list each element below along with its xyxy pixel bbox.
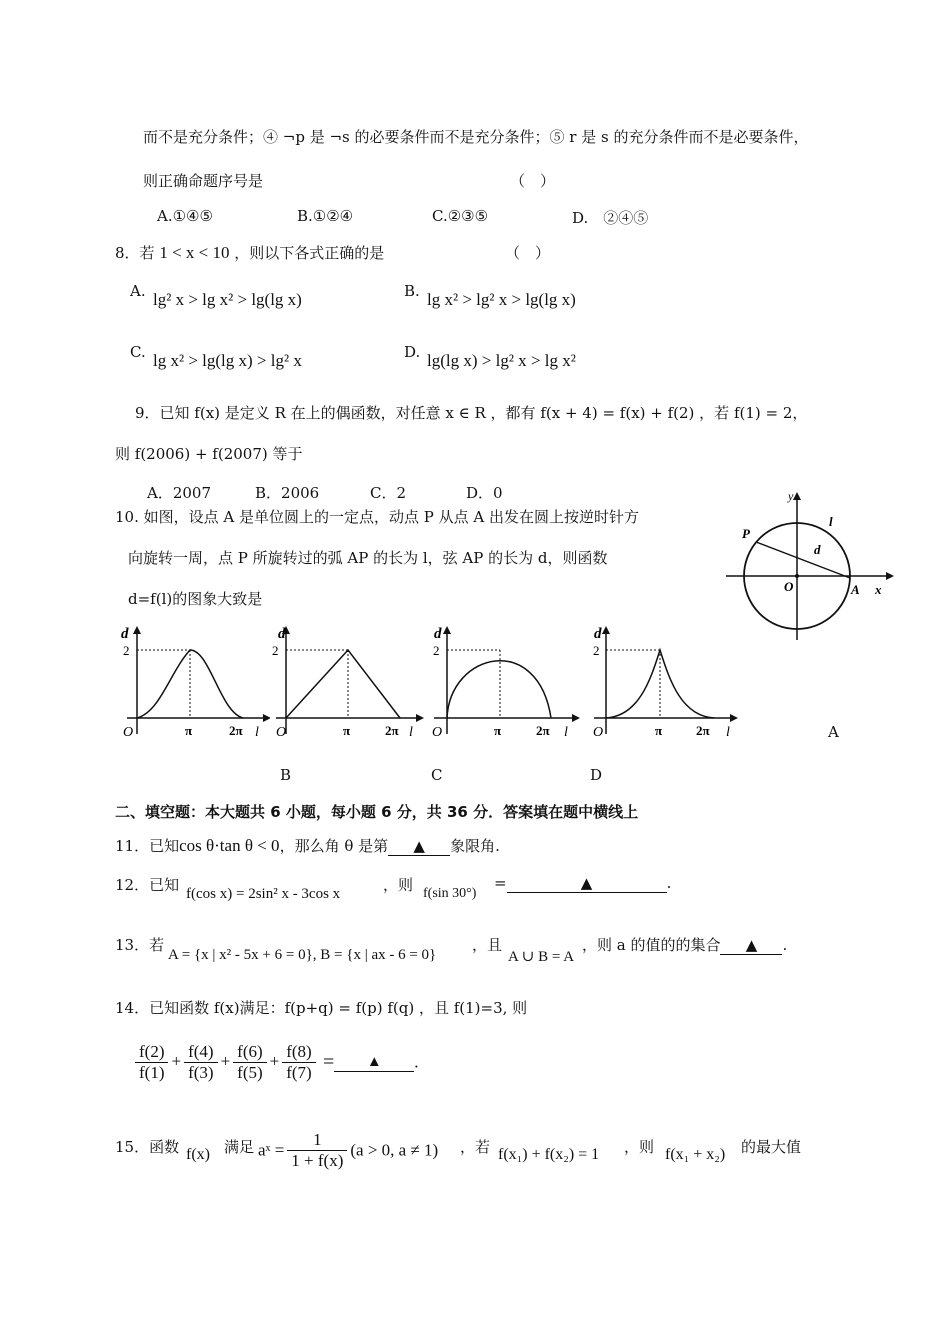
q13-mid: ，且 <box>472 936 503 954</box>
graph-b-pi: π <box>343 723 351 738</box>
q8-option-c-expr: lg x² > lg(lg x) > lg² x <box>153 351 302 370</box>
q8-option-c-label: C. <box>130 343 146 361</box>
graph-d <box>588 622 743 744</box>
graph-c-l: l <box>564 725 568 740</box>
q15-post: 的最大值 <box>741 1138 802 1156</box>
q9-line1: 9．已知 f(x) 是定义 R 在上的偶函数，对任意 x ∈ R ，都有 f(x + 4) = f(x) + f(2) ，若 f(1) = 2， <box>135 404 808 422</box>
graph-c-d: d <box>434 626 442 642</box>
q12-expr2: f(sin 30°) <box>423 886 477 901</box>
q8-option-a-label: A. <box>130 282 146 300</box>
circle-l-label: l <box>829 514 833 529</box>
q7-line2: 则正确命题序号是 <box>143 172 264 190</box>
circle-o-label: O <box>784 579 794 594</box>
graph-d-l: l <box>726 725 730 740</box>
graph-c-2pi: 2π <box>536 723 550 738</box>
q14-answer-blank: ▲ <box>334 1054 414 1072</box>
q14-frac-4: $\frac{f(8)}{f(7)}$ <box>282 1042 315 1083</box>
q14-line1: 14．已知函数 f(x)满足：f(p+q) = f(p) f(q) ，且 f(1)=3, 则 <box>115 999 528 1017</box>
choice-label-a: A <box>828 723 839 741</box>
unit-circle-figure <box>720 488 895 648</box>
graph-a-l: l <box>255 725 259 740</box>
q7-option-b: B.①②④ <box>297 207 354 225</box>
graph-d-d: d <box>594 626 602 642</box>
graph-d-2: 2 <box>593 643 600 658</box>
graph-b <box>270 622 425 744</box>
q9-option-d: D．0 <box>466 484 503 502</box>
q11-expr: cos θ·tan θ < 0 <box>179 836 280 855</box>
circle-a-label: A <box>851 582 860 597</box>
q15-expr3: f(x₁ + x₂) <box>665 1146 726 1163</box>
q8-option-a-expr: lg² x > lg x² > lg(lg x) <box>153 290 302 309</box>
q14-frac-1: $\frac{f(2)}{f(1)}$ <box>135 1042 168 1083</box>
graph-b-2: 2 <box>272 643 279 658</box>
graph-a-o: O <box>123 725 134 740</box>
graph-a-d: d <box>121 626 129 642</box>
q7-option-d: D. ②④⑤ <box>572 209 649 227</box>
graph-a-pi: π <box>185 723 193 738</box>
circle-x-label: x <box>875 582 882 597</box>
q9-option-b: B．2006 <box>255 484 320 502</box>
q8-stem: 8．若 1 < x < 10 ，则以下各式正确的是 <box>115 243 385 262</box>
graph-b-o: O <box>276 725 287 740</box>
graph-c-pi: π <box>494 723 502 738</box>
q12-expr: f(cos x) = 2sin² x - 3cos x <box>186 886 341 902</box>
q10-line1: 10. 如图，设点 A 是单位圆上的一定点，动点 P 从点 A 出发在圆上按逆时针方 <box>115 508 639 526</box>
q13-tail: ，则 a 的值的的集合 ▲ . <box>582 936 788 954</box>
choice-label-c: C <box>431 766 443 784</box>
q7-paren: （ ） <box>510 172 556 190</box>
q8-option-b-expr: lg x² > lg² x > lg(lg x) <box>427 290 576 309</box>
q8-option-d-expr: lg(lg x) > lg² x > lg x² <box>427 351 576 370</box>
q10-line2: 向旋转一周，点 P 所旋转过的弧 AP 的长为 l，弦 AP 的长为 d，则函数 <box>128 549 608 567</box>
q8-paren: （ ） <box>505 244 551 262</box>
q15-mid2: ，若 <box>460 1138 491 1156</box>
graph-c-o: O <box>432 725 443 740</box>
graph-b-2pi: 2π <box>385 723 399 738</box>
q8-condition: 1 < x < 10 <box>159 243 230 262</box>
graph-d-pi: π <box>655 723 663 738</box>
q12-answer-blank: ▲ <box>507 874 667 893</box>
q13-answer-blank: ▲ <box>720 936 782 955</box>
graph-b-l: l <box>409 725 413 740</box>
graph-d-o: O <box>593 725 604 740</box>
section2-title: 二、填空题：本大题共 6 小题，每小题 6 分，共 36 分．答案填在题中横线上 <box>115 803 639 821</box>
q9-option-a: A．2007 <box>147 484 212 502</box>
q15-mid1: 满足 <box>224 1138 255 1156</box>
q14-frac-3: $\frac{f(6)}{f(5)}$ <box>233 1042 266 1083</box>
q7-option-a: A.①④⑤ <box>157 207 213 225</box>
q12-pre: 12．已知 <box>115 876 180 894</box>
graph-c-2: 2 <box>433 643 440 658</box>
q14-expression: $\frac{f(2)}{f(1)}$ + $\frac{f(4)}{f(3)}$ + $\frac{f(6)}{f(5)}$ + $\frac{f(8)}{f(7)}$ = ▲ . <box>132 1042 419 1083</box>
q15-mid3: ，则 <box>624 1138 655 1156</box>
q7-option-c: C.②③⑤ <box>432 207 489 225</box>
q15-fx: f(x) <box>186 1146 210 1163</box>
q13-expr2: A ∪ B = A <box>508 949 575 965</box>
q10-line3: d=f(l)的图象大致是 <box>128 590 263 608</box>
q12-answer: = ▲ . <box>494 874 672 892</box>
q15-frac: $\frac{1}{1 + f(x)}$ <box>287 1130 347 1171</box>
circle-y-label: y <box>788 489 794 503</box>
graph-a <box>115 622 270 744</box>
graph-c <box>428 622 583 744</box>
q7-line1: 而不是充分条件；④ ¬p 是 ¬s 的必要条件而不是充分条件；⑤ r 是 s 的充分条件而不是必要条件， <box>143 128 809 146</box>
q8-option-d-label: D. <box>404 343 421 361</box>
q11: 11．已知cos θ·tan θ < 0，那么角 θ 是第 ▲ 象限角. <box>115 836 500 855</box>
graph-d-2pi: 2π <box>696 723 710 738</box>
q9-line2: 则 f(2006) + f(2007) 等于 <box>115 445 303 463</box>
q14-frac-2: $\frac{f(4)}{f(3)}$ <box>184 1042 217 1083</box>
choice-label-d: D <box>590 766 603 784</box>
choice-label-b: B <box>280 766 292 784</box>
circle-p-label: P <box>742 526 750 541</box>
graph-a-2: 2 <box>123 643 130 658</box>
q15-expr2: f(x₁) + f(x₂) = 1 <box>498 1146 600 1163</box>
q11-answer-blank: ▲ <box>388 837 450 856</box>
circle-d-label: d <box>814 542 821 557</box>
graph-a-2pi: 2π <box>229 723 243 738</box>
q13-expr: A = {x | x² - 5x + 6 = 0}, B = {x | ax - 6 = 0} <box>168 947 437 963</box>
q13-pre: 13．若 <box>115 936 165 954</box>
q9-option-c: C．2 <box>370 484 407 502</box>
q15-pre: 15．函数 <box>115 1138 180 1156</box>
q15-eq: aˣ = $\frac{1}{1 + f(x)}$ (a > 0, a ≠ 1) <box>258 1130 439 1170</box>
graph-b-d: d <box>278 626 286 642</box>
q12-mid: ，则 <box>383 876 414 894</box>
q8-option-b-label: B. <box>404 282 420 300</box>
